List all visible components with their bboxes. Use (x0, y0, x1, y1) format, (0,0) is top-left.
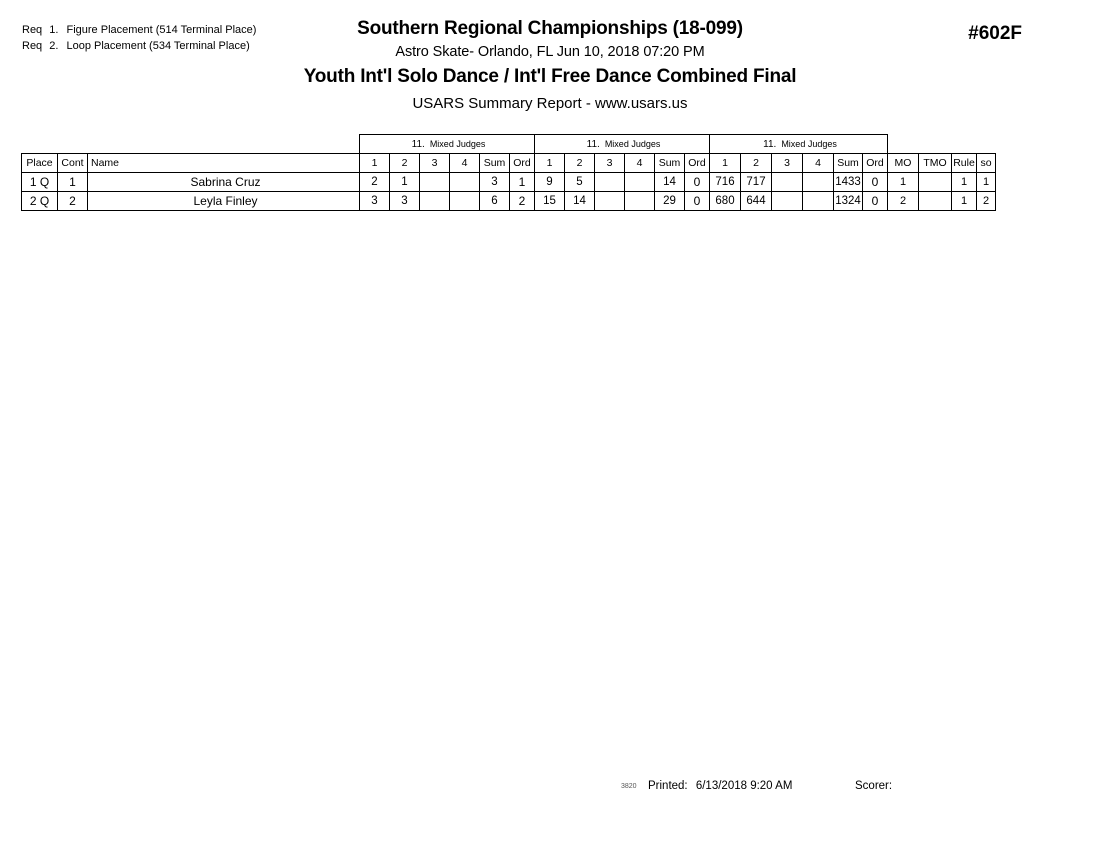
row-seg1-judge-3 (420, 173, 450, 192)
group-header-spacer (22, 135, 360, 154)
row-seg2-ord: 0 (685, 192, 710, 211)
row-seg3-sum: 1324 (834, 192, 863, 211)
requirement-text: Loop Placement (534 Terminal Place) (66, 40, 250, 52)
table-row (22, 173, 996, 192)
printed-info (648, 780, 792, 792)
row-seg1-judge-2: 3 (390, 192, 420, 211)
header-seg2-ord: Ord (685, 154, 710, 173)
row-seg2-judge-1: 9 (535, 173, 565, 192)
venue-and-datetime: Astro Skate- Orlando, FL Jun 10, 2018 07:20 PM (395, 44, 705, 60)
row-seg3-judge-3 (772, 192, 803, 211)
row-name: Sabrina Cruz (88, 173, 360, 192)
row-tmo (919, 192, 952, 211)
row-so: 1 (977, 173, 996, 192)
row-seg1-judge-4 (450, 192, 480, 211)
group-header-segment-3 (710, 135, 888, 154)
row-seg2-judge-3 (595, 192, 625, 211)
group-header-row (22, 135, 996, 154)
header-seg3-judge-3: 3 (772, 154, 803, 173)
header-so: so (977, 154, 996, 173)
row-cont: 1 (58, 173, 88, 192)
group-title: Mixed Judges (429, 138, 486, 149)
event-number: #602F (968, 23, 1022, 44)
header-seg1-sum: Sum (480, 154, 510, 173)
group-header-segment-2 (535, 135, 710, 154)
header-rule: Rule (952, 154, 977, 173)
row-seg3-judge-3 (772, 173, 803, 192)
header-seg3-judge-4: 4 (803, 154, 834, 173)
requirement-label: Req (22, 40, 43, 52)
event-title: Youth Int'l Solo Dance / Int'l Free Dance Combined Final (303, 66, 797, 87)
row-seg3-judge-4 (803, 173, 834, 192)
row-seg2-judge-3 (595, 173, 625, 192)
row-seg1-judge-1: 3 (360, 192, 390, 211)
row-seg1-sum: 3 (480, 173, 510, 192)
printed-label: Printed: (648, 780, 688, 792)
requirement-label: Req (22, 24, 43, 36)
printed-timestamp: 6/13/2018 9:20 AM (695, 780, 793, 792)
header-seg1-ord: Ord (510, 154, 535, 173)
header-seg2-judge-1: 1 (535, 154, 565, 173)
requirement-text: Figure Placement (514 Terminal Place) (66, 24, 257, 36)
row-seg1-judge-3 (420, 192, 450, 211)
header-seg3-sum: Sum (834, 154, 863, 173)
row-place: 1 Q (22, 173, 58, 192)
row-seg1-judge-2: 1 (390, 173, 420, 192)
header-seg3-judge-2: 2 (741, 154, 772, 173)
header-seg1-judge-3: 3 (420, 154, 450, 173)
header-cont: Cont (58, 154, 88, 173)
requirement-number: 2. (49, 40, 59, 52)
row-rule: 1 (952, 192, 977, 211)
results-table-wrapper (21, 134, 996, 211)
row-seg3-judge-4 (803, 192, 834, 211)
group-title: Mixed Judges (781, 138, 837, 149)
report-subtitle: USARS Summary Report - www.usars.us (412, 95, 688, 112)
row-seg1-ord: 1 (510, 173, 535, 192)
group-header-spacer-right (888, 135, 996, 154)
row-mo: 2 (888, 192, 919, 211)
row-seg2-ord: 0 (685, 173, 710, 192)
header-seg2-judge-3: 3 (595, 154, 625, 173)
report-header (0, 18, 1100, 112)
group-title: Mixed Judges (604, 138, 661, 149)
competition-title: Southern Regional Championships (18-099) (357, 18, 743, 39)
header-seg1-judge-4: 4 (450, 154, 480, 173)
header-seg3-judge-1: 1 (710, 154, 741, 173)
table-row (22, 192, 996, 211)
group-number: 11. (763, 138, 777, 150)
footer-code: 3820 (621, 783, 637, 790)
group-header-segment-1 (360, 135, 535, 154)
header-seg1-judge-1: 1 (360, 154, 390, 173)
row-seg1-judge-1: 2 (360, 173, 390, 192)
row-cont: 2 (58, 192, 88, 211)
row-seg3-judge-2: 717 (741, 173, 772, 192)
row-place: 2 Q (22, 192, 58, 211)
row-seg3-sum: 1433 (834, 173, 863, 192)
row-seg2-judge-2: 14 (565, 192, 595, 211)
row-seg1-ord: 2 (510, 192, 535, 211)
requirement-number: 1. (49, 24, 59, 36)
row-so: 2 (977, 192, 996, 211)
row-mo: 1 (888, 173, 919, 192)
header-seg2-judge-2: 2 (565, 154, 595, 173)
header-seg2-sum: Sum (655, 154, 685, 173)
row-name: Leyla Finley (88, 192, 360, 211)
header-mo: MO (888, 154, 919, 173)
header-seg1-judge-2: 2 (390, 154, 420, 173)
row-seg1-sum: 6 (480, 192, 510, 211)
row-seg3-ord: 0 (863, 173, 888, 192)
column-header-row (22, 154, 996, 173)
group-number: 11. (411, 138, 425, 150)
header-name: Name (88, 154, 360, 173)
row-seg2-judge-2: 5 (565, 173, 595, 192)
row-seg2-judge-4 (625, 173, 655, 192)
scorer-label: Scorer: (855, 780, 893, 792)
row-seg1-judge-4 (450, 173, 480, 192)
row-seg2-sum: 14 (655, 173, 685, 192)
row-seg3-judge-1: 716 (710, 173, 741, 192)
header-tmo: TMO (919, 154, 952, 173)
row-seg3-judge-2: 644 (741, 192, 772, 211)
row-seg2-judge-4 (625, 192, 655, 211)
results-table (21, 134, 996, 211)
row-seg2-judge-1: 15 (535, 192, 565, 211)
header-place: Place (22, 154, 58, 173)
row-seg2-sum: 29 (655, 192, 685, 211)
row-tmo (919, 173, 952, 192)
group-number: 11. (586, 138, 600, 150)
row-seg3-ord: 0 (863, 192, 888, 211)
header-seg3-ord: Ord (863, 154, 888, 173)
row-rule: 1 (952, 173, 977, 192)
header-seg2-judge-4: 4 (625, 154, 655, 173)
row-seg3-judge-1: 680 (710, 192, 741, 211)
